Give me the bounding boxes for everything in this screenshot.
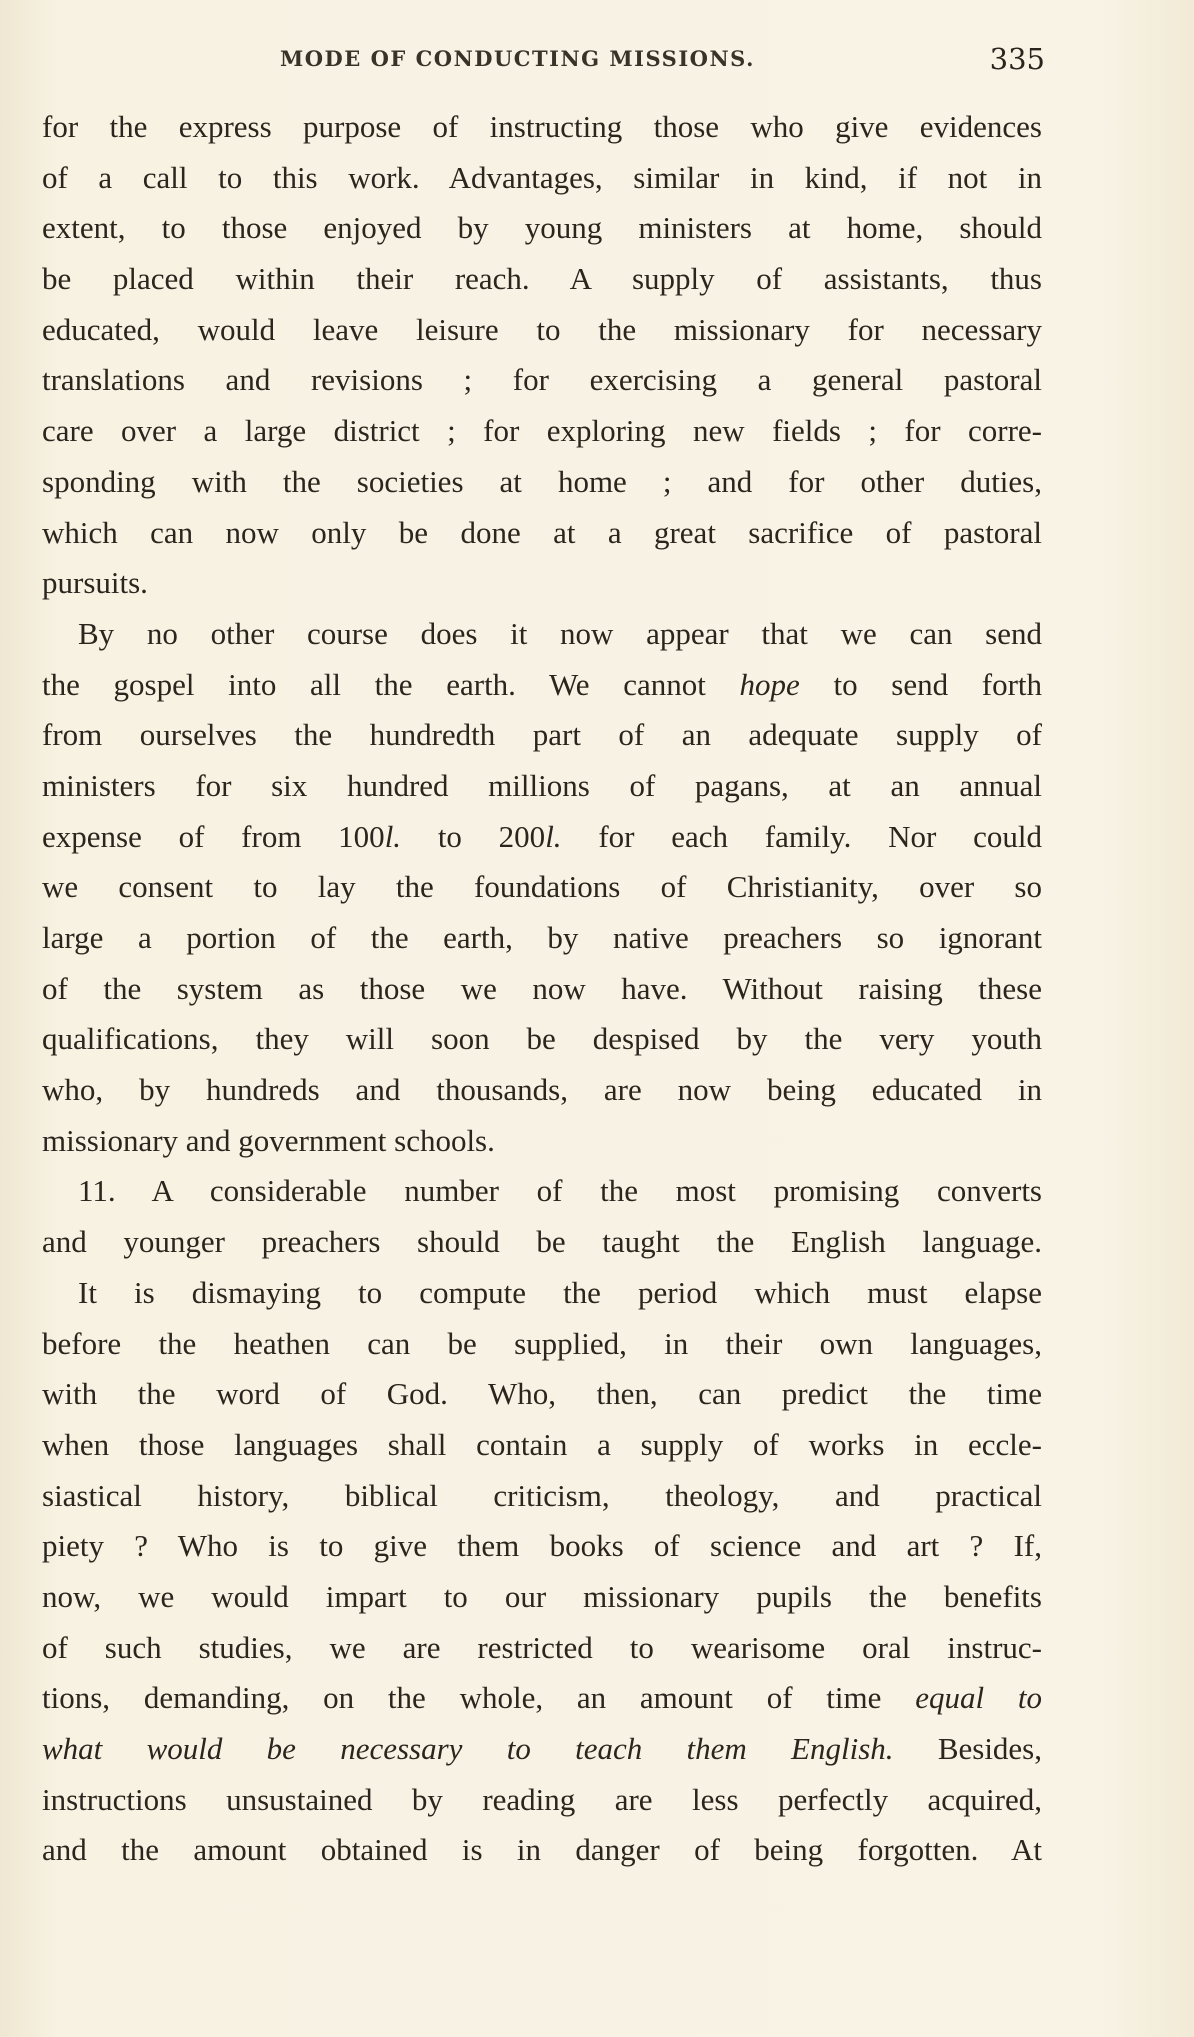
text-run: It is dismaying to compute the period which must elapse bbox=[78, 1274, 1042, 1310]
text-line bbox=[42, 305, 1042, 356]
text-line bbox=[42, 1166, 1042, 1217]
text-run: translations and revisions ; for exercising a general pastoral bbox=[42, 362, 1042, 398]
text-run: to send forth bbox=[799, 666, 1043, 702]
text-run: who, by hundreds and thousands, are now being educated in bbox=[42, 1072, 1042, 1108]
text-run: large a portion of the earth, by native preachers so ignorant bbox=[42, 920, 1042, 955]
italic-text: l. bbox=[545, 818, 562, 854]
text-line bbox=[42, 1623, 1042, 1674]
text-line bbox=[42, 153, 1042, 204]
italic-text: what would be necessary to teach them English. bbox=[42, 1731, 894, 1766]
text-run: missionary and government schools. bbox=[42, 1122, 495, 1158]
text-line bbox=[42, 660, 1042, 711]
text-line bbox=[42, 203, 1042, 254]
text-run: we consent to lay the foundations of Christianity, over so bbox=[42, 869, 1042, 905]
italic-text: l. bbox=[384, 818, 402, 854]
text-run: and the amount obtained is in danger of being forgotten. At bbox=[42, 1832, 1042, 1868]
text-line bbox=[42, 1572, 1042, 1623]
text-run: before the heathen can be supplied, in their own languages, bbox=[42, 1325, 1042, 1361]
text-run: now, we would impart to our missionary pupils the benefits bbox=[42, 1578, 1042, 1614]
text-line bbox=[42, 1319, 1042, 1370]
text-line bbox=[42, 1217, 1042, 1268]
text-line bbox=[42, 1268, 1042, 1319]
body-text bbox=[42, 102, 1042, 1876]
text-run: extent, to those enjoyed by young ministers at home, should bbox=[42, 210, 1042, 246]
text-run: for each family. Nor could bbox=[561, 818, 1042, 854]
text-line bbox=[42, 457, 1042, 508]
text-line bbox=[42, 1420, 1042, 1471]
text-run: ministers for six hundred millions of pagans, at an annual bbox=[42, 767, 1042, 803]
text-run: 11. A considerable number of the most promising converts bbox=[78, 1173, 1042, 1209]
text-run: pursuits. bbox=[42, 565, 148, 601]
text-run: instructions unsustained by reading are less perfectly acquired, bbox=[42, 1781, 1042, 1817]
text-run: with the word of God. Who, then, can predict the time bbox=[42, 1376, 1042, 1412]
text-run: from ourselves the hundredth part of an adequate supply of bbox=[42, 717, 1042, 753]
text-run: and younger preachers should be taught the English language. bbox=[42, 1224, 1042, 1260]
running-head: MODE OF CONDUCTING MISSIONS. bbox=[280, 46, 755, 71]
text-run: piety ? Who is to give them books of science and art ? If, bbox=[42, 1528, 1042, 1564]
text-line bbox=[42, 1471, 1042, 1522]
text-line bbox=[42, 1065, 1042, 1116]
text-run: sponding with the societies at home ; and for other duties, bbox=[42, 463, 1042, 499]
text-line bbox=[42, 812, 1042, 863]
text-run: Besides, bbox=[893, 1731, 1043, 1766]
text-run: of a call to this work. Advantages, similar in kind, if not in bbox=[42, 159, 1042, 195]
text-run: the gospel into all the earth. We cannot bbox=[42, 666, 740, 702]
text-line bbox=[42, 761, 1042, 812]
text-run: to 200 bbox=[401, 818, 546, 854]
text-run: be placed within their reach. A supply of assistants, thus bbox=[42, 261, 1042, 297]
text-run: when those languages shall contain a supply of works in eccle- bbox=[42, 1426, 1042, 1462]
text-line bbox=[42, 609, 1042, 660]
page-header bbox=[280, 42, 1045, 82]
text-line bbox=[42, 862, 1042, 913]
text-line bbox=[42, 254, 1042, 305]
italic-text: hope bbox=[739, 666, 800, 702]
text-line bbox=[42, 1724, 1042, 1775]
text-line bbox=[42, 406, 1042, 457]
text-line bbox=[42, 1369, 1042, 1420]
text-run: of such studies, we are restricted to wearisome oral instruc- bbox=[42, 1629, 1042, 1665]
text-run: of the system as those we now have. Without raising these bbox=[42, 970, 1042, 1006]
text-line bbox=[42, 913, 1042, 964]
text-line bbox=[42, 558, 1042, 609]
text-line bbox=[42, 710, 1042, 761]
text-run: qualifications, they will soon be despised by the very youth bbox=[42, 1021, 1042, 1057]
text-line bbox=[42, 1825, 1042, 1876]
text-line bbox=[42, 102, 1042, 153]
text-line bbox=[42, 1116, 1042, 1167]
text-run: care over a large district ; for exploring new fields ; for corre- bbox=[42, 413, 1042, 449]
text-line bbox=[42, 964, 1042, 1015]
text-line bbox=[42, 355, 1042, 406]
text-run: By no other course does it now appear that we can send bbox=[78, 615, 1042, 651]
page-number: 335 bbox=[989, 42, 1045, 76]
text-run: tions, demanding, on the whole, an amount of time bbox=[42, 1680, 916, 1716]
text-line bbox=[42, 1521, 1042, 1572]
text-run: expense of from 100 bbox=[42, 818, 385, 854]
text-run: educated, would leave leisure to the missionary for necessary bbox=[42, 311, 1042, 347]
text-line bbox=[42, 508, 1042, 559]
text-line bbox=[42, 1014, 1042, 1065]
italic-text: equal to bbox=[915, 1680, 1042, 1716]
text-run: siastical history, biblical criticism, theology, and practical bbox=[42, 1477, 1042, 1513]
text-line bbox=[42, 1775, 1042, 1826]
text-run: for the express purpose of instructing those who give evidences bbox=[42, 109, 1042, 144]
text-line bbox=[42, 1673, 1042, 1724]
text-run: which can now only be done at a great sacrifice of pastoral bbox=[42, 514, 1042, 550]
